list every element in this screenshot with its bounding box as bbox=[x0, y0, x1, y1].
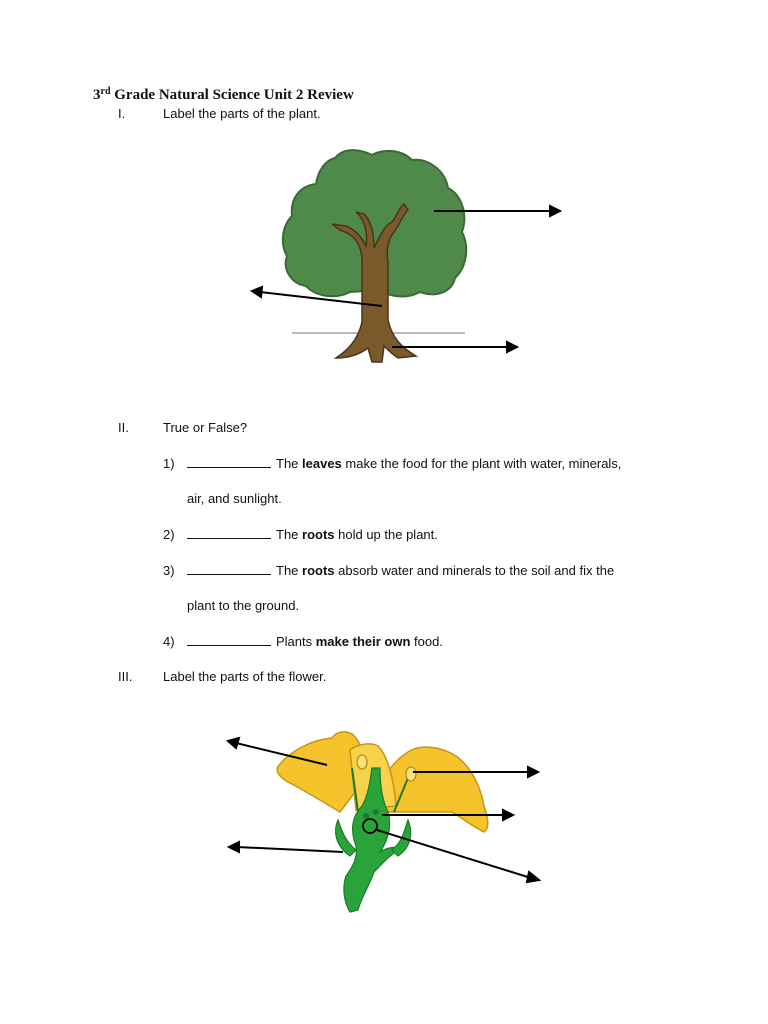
title-ordinal: 3 bbox=[93, 87, 101, 103]
statement-3: The roots absorb water and minerals to the soil and fix the bbox=[187, 563, 614, 578]
section-1-numeral: I. bbox=[118, 106, 126, 121]
section-3-numeral: III. bbox=[118, 669, 133, 684]
statement-1: The leaves make the food for the plant with water, minerals, bbox=[187, 456, 621, 471]
section-3-instruction: Label the parts of the flower. bbox=[163, 669, 327, 684]
statement-1-number: 1) bbox=[163, 456, 175, 471]
title-suffix: rd bbox=[100, 86, 111, 97]
statement-1-continuation: air, and sunlight. bbox=[187, 491, 282, 506]
statement-2-number: 2) bbox=[163, 527, 175, 542]
section-1-instruction: Label the parts of the plant. bbox=[163, 106, 321, 121]
statement-4: Plants make their own food. bbox=[187, 634, 443, 649]
statement-3-number: 3) bbox=[163, 563, 175, 578]
statement-3-continuation: plant to the ground. bbox=[187, 598, 300, 613]
section-2-numeral: II. bbox=[118, 420, 129, 435]
title-text: Grade Natural Science Unit 2 Review bbox=[114, 87, 354, 103]
section-2-instruction: True or False? bbox=[163, 420, 248, 435]
arrow-stem bbox=[237, 847, 343, 852]
statement-4-number: 4) bbox=[163, 634, 175, 649]
statement-2: The roots hold up the plant. bbox=[187, 527, 438, 542]
